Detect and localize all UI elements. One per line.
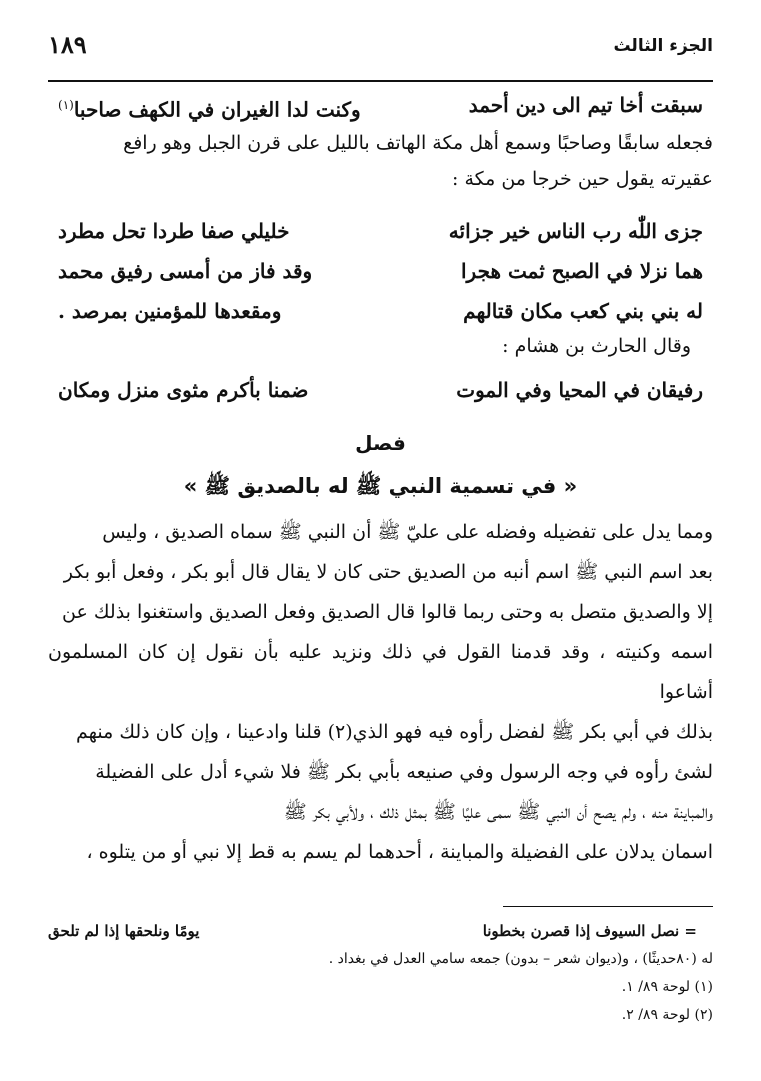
footnote-verse-left: يومًا ونلحقها إذا لم تلحق (48, 921, 200, 940)
verse-hemistich-right: رفيقان في المحيا وفي الموت (456, 377, 703, 402)
chapter-heading: « في تسمية النبي ﷺ له بالصديق ﷺ » (183, 473, 578, 498)
verse-hemistich-left (58, 90, 361, 125)
verse-hemistich-text: وكنت لدا الغيران في الكهف صاحبا (73, 97, 361, 122)
verse-hemistich-right: له بني بني كعب مكان قتالهم (463, 298, 703, 323)
verse-hemistich-left: ضمنا بأكرم مثوى منزل ومكان (58, 377, 309, 402)
paragraph-2 (48, 331, 713, 361)
footnote-note: له (٨٠حديثًا) ، و(ديوان شعر – بدون) جمعه سامي العدل في بغداد . (328, 950, 713, 967)
text-line: والمباينة منه ، ولم يصح أن النبي ﷺ سمى عليًا ﷺ بمثل ذلك ، ولأبي بكر ﷺ (283, 800, 713, 823)
verse-hemistich-right: جزى اللّٰه رب الناس خير جزائه (448, 218, 703, 243)
poem-block-3 (48, 375, 713, 405)
poem-block-1 (48, 90, 713, 125)
text-line: لشئ رأوه في وجه الرسول وفي صنيعه بأبي بكر ﷺ فلا شيء أدل على الفضيلة (95, 760, 713, 783)
text-line: بعد اسم النبي ﷺ اسم أنبه من الصديق حتى كان لا يقال قال أبو بكر ، وفعل أبو بكر (63, 560, 713, 583)
running-title: الجزء الثالث (613, 36, 713, 56)
body-paragraph (48, 512, 713, 872)
header-rule (48, 80, 713, 82)
verse-line (58, 211, 703, 251)
footnote-item: (٢) لوحة ٨٩/ ٢. (621, 1006, 713, 1023)
text-line: إلا والصديق متصل به وحتى ربما قالوا قال الصديق وفعل الصديق واستغنوا بذلك عن (62, 600, 713, 623)
page-number: ١٨٩ (48, 30, 87, 59)
verse-hemistich-left: وقد فاز من أمسى رفيق محمد (58, 258, 313, 283)
footnote-rule (503, 906, 713, 907)
text-line: ومما يدل على تفضيله وفضله على عليّ ﷺ أن النبي ﷺ سماه الصديق ، وليس (102, 520, 713, 543)
text-line: عقيرته يقول حين خرجا من مكة : (452, 167, 713, 190)
verse-line (58, 90, 703, 125)
footnote-item: (١) لوحة ٨٩/ ١. (621, 978, 713, 995)
verse-hemistich-left: ومقعدها للمؤمنين بمرصد . (58, 298, 282, 323)
text-line: اسمه وكنيته ، وقد قدمنا القول في ذلك ونزيد عليه بأن نقول إن كان المسلمون أشاعوا (48, 640, 713, 703)
text-line: وقال الحارث بن هشام : (502, 334, 691, 357)
verse-line (58, 291, 703, 331)
verse-line (58, 375, 703, 405)
footnote-verse (48, 917, 697, 945)
footnote-marker: (١) (58, 98, 74, 112)
verse-hemistich-right: سبقت أخا تيم الى دين أحمد (468, 93, 703, 117)
text-line: فجعله سابقًا وصاحبًا وسمع أهل مكة الهاتف بالليل على قرن الجبل وهو رافع (123, 131, 713, 154)
section-heading: فصل (355, 430, 406, 455)
footnote-verse-right: = نصل السيوف إذا قصرن بخطونا (482, 921, 697, 940)
footnotes (48, 917, 713, 1029)
verse-line (58, 251, 703, 291)
text-line: بذلك في أبي بكر ﷺ لفضل رأوه فيه فهو الذي(٢) قلنا وادعينا ، وإن كان ذلك منهم (75, 720, 713, 743)
verse-hemistich-right: هما نزلا في الصبح ثمت هجرا (460, 258, 703, 283)
text-line: اسمان يدلان على الفضيلة والمباينة ، أحدهما لم يسم به قط إلا نبي أو من يتلوه ، (86, 840, 713, 863)
page-header (48, 28, 713, 74)
poem-block-2 (48, 211, 713, 331)
paragraph-1 (48, 125, 713, 197)
verse-hemistich-left: خليلي صفا طردا تحل مطرد (58, 218, 290, 243)
